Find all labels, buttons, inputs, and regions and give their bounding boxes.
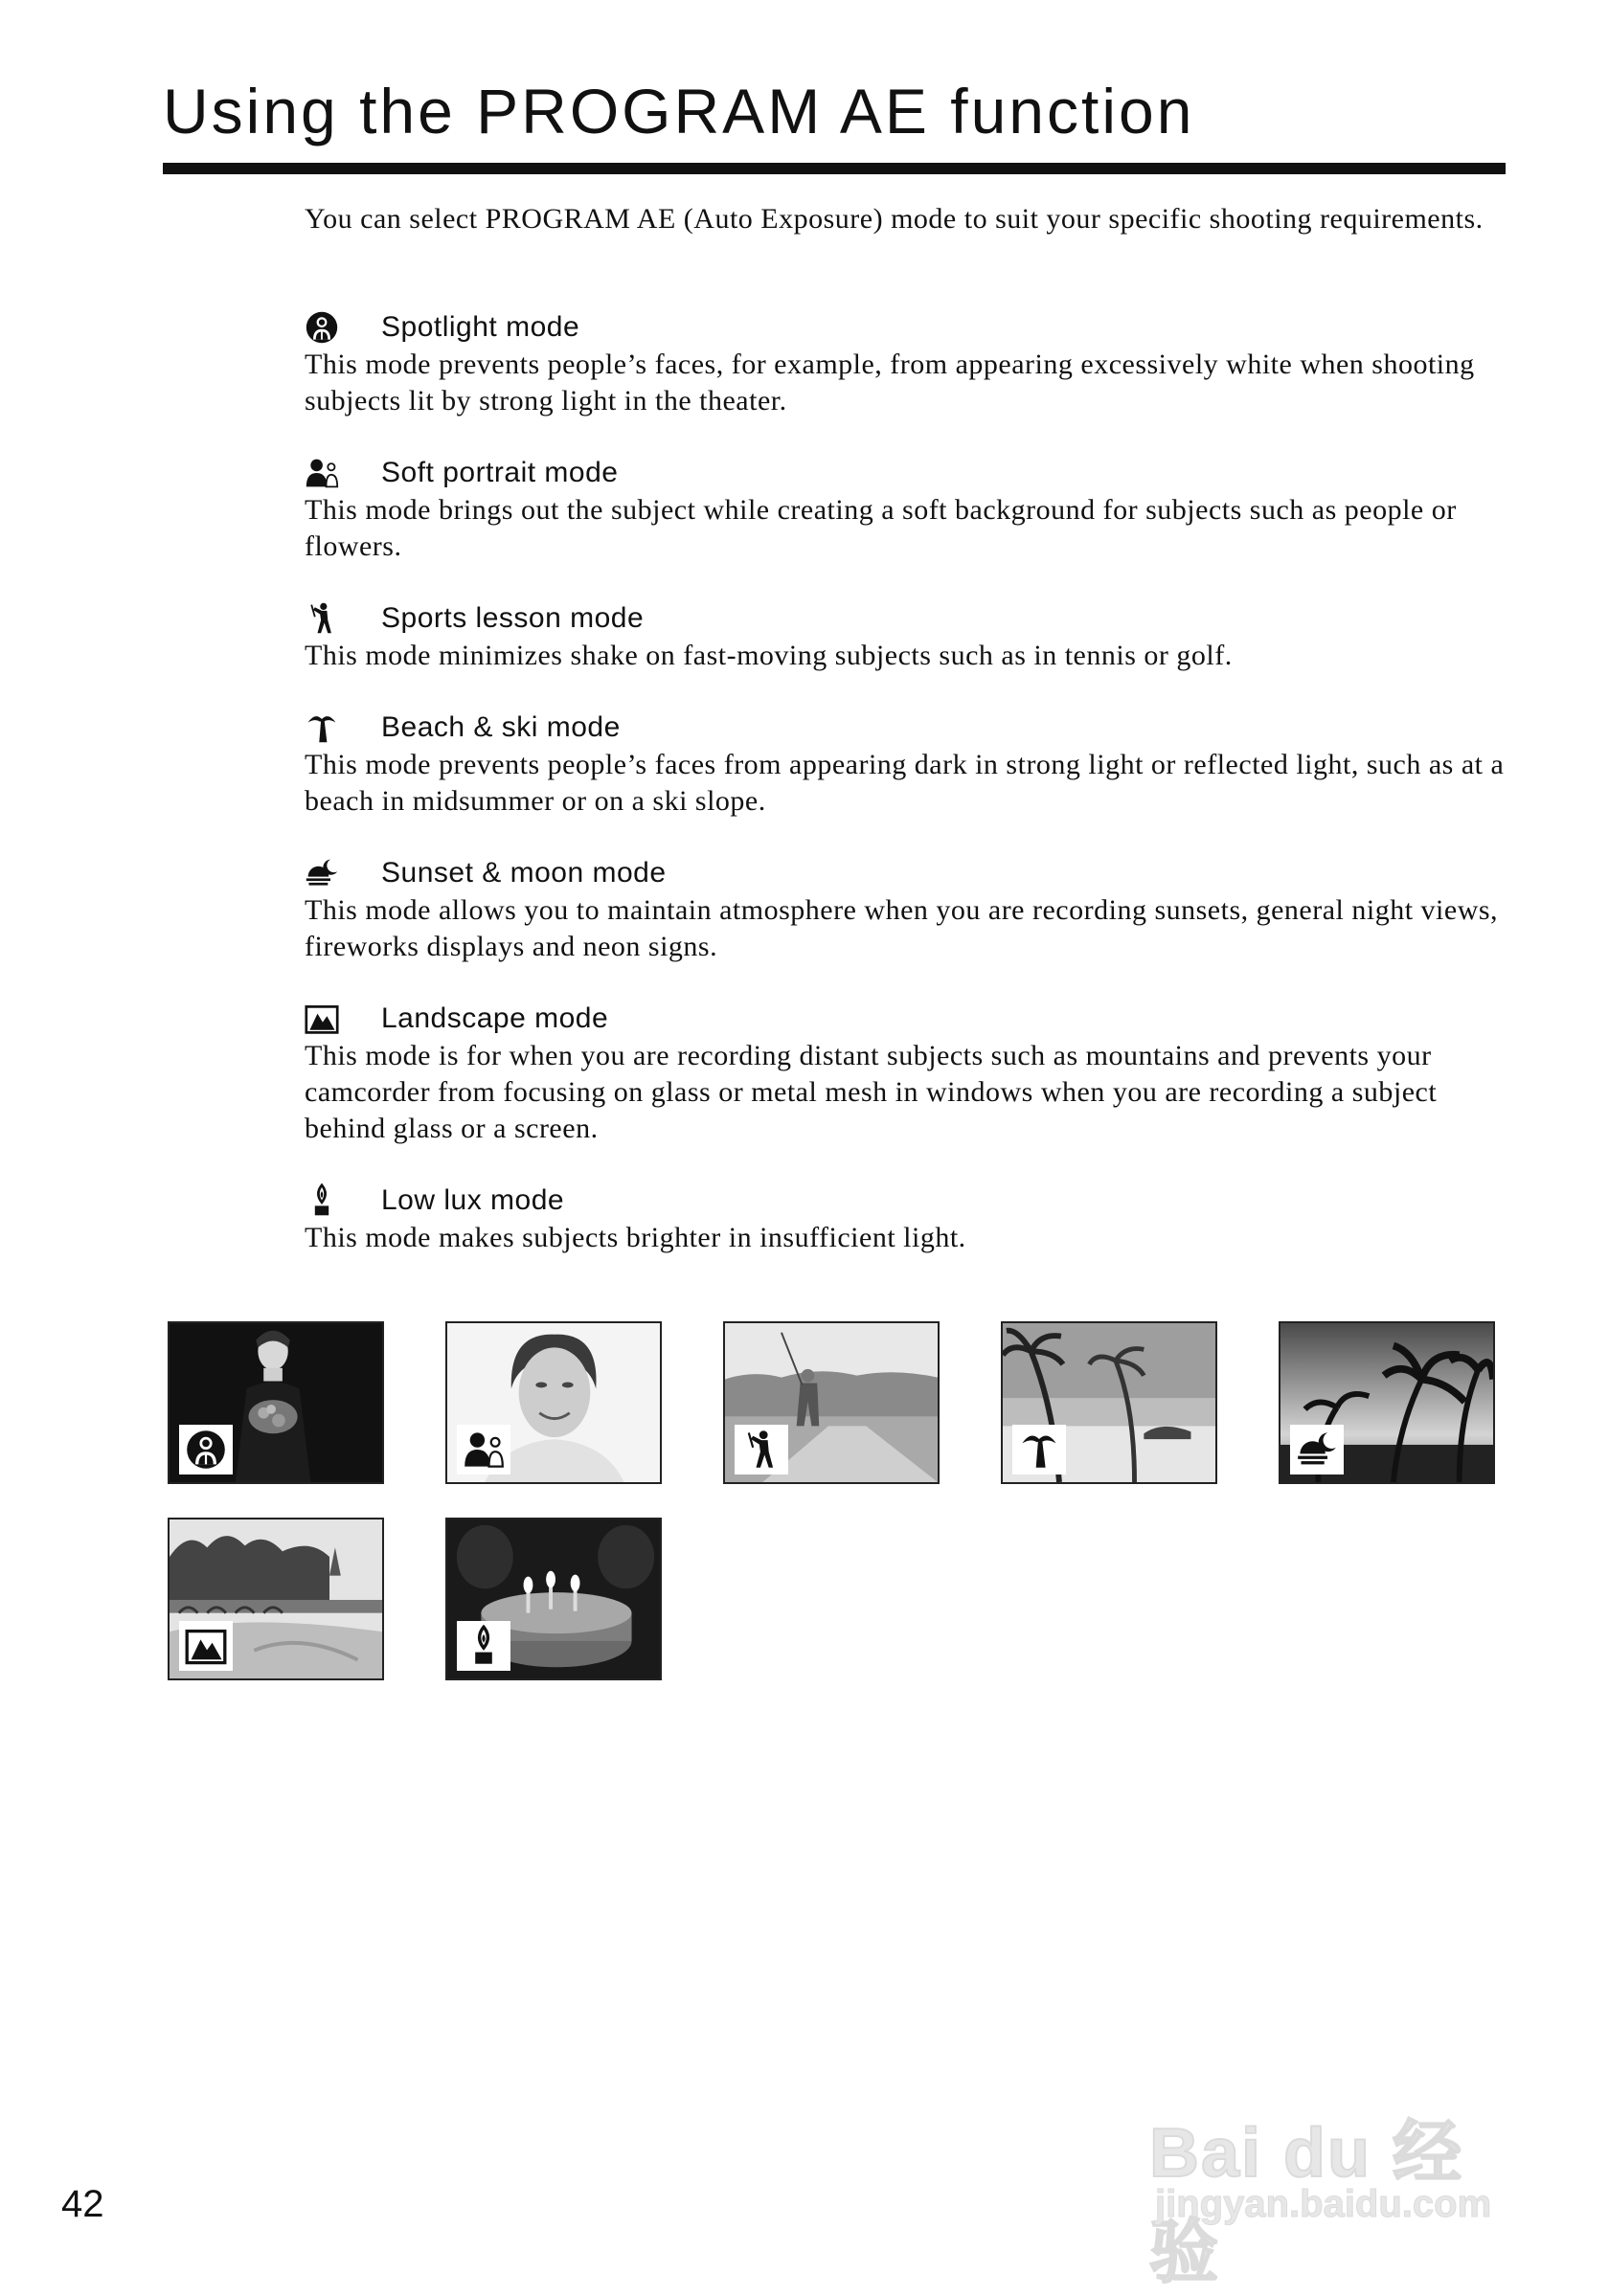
spotlight-icon	[185, 1429, 227, 1471]
page-title: Using the PROGRAM AE function	[163, 76, 1195, 146]
mode-item-beach-ski	[305, 709, 1513, 820]
mode-title: Beach & ski mode	[381, 711, 621, 743]
mode-description: This mode minimizes shake on fast-moving subjects such as in tennis or golf.	[305, 640, 1233, 671]
mode-title: Soft portrait mode	[381, 457, 619, 488]
mode-item-sunset-moon	[305, 854, 1513, 965]
beach-ski-badge	[1012, 1425, 1066, 1474]
sports-lesson-icon	[305, 601, 343, 636]
watermark-main: Bai du 经验	[1149, 2115, 1464, 2291]
mode-description: This mode makes subjects brighter in insufficient light.	[305, 1222, 966, 1253]
beach-ski-photo	[1001, 1321, 1217, 1484]
soft-portrait-icon	[305, 456, 343, 490]
landscape-icon	[305, 1002, 343, 1036]
mode-title: Low lux mode	[381, 1184, 565, 1216]
mode-item-spotlight	[305, 308, 1513, 419]
spotlight-icon	[305, 310, 343, 345]
beach-ski-icon	[1018, 1429, 1060, 1471]
watermark-sub: jingyan.baidu.com	[1155, 2183, 1492, 2225]
beach-ski-icon	[305, 710, 343, 745]
sunset-moon-photo	[1279, 1321, 1495, 1484]
landscape-icon	[185, 1625, 227, 1667]
low-lux-photo	[445, 1518, 662, 1680]
mode-item-sports-lesson	[305, 599, 1513, 674]
mode-item-landscape	[305, 1000, 1513, 1147]
landscape-photo	[168, 1518, 384, 1680]
soft-portrait-icon	[463, 1429, 505, 1471]
baidu-watermark	[1140, 2059, 1532, 2291]
low-lux-badge	[457, 1621, 510, 1671]
mode-description: This mode prevents people’s faces from appearing dark in strong light or reflected light, such as at a beach in midsummer or on a ski slope.	[305, 749, 1505, 817]
sports-lesson-photo	[723, 1321, 940, 1484]
mode-description: This mode is for when you are recording distant subjects such as mountains and prevents your camcorder from focusing on glass or metal mesh in windows when you are recording a subject behind glass or a screen.	[305, 1040, 1438, 1144]
sports-lesson-badge	[735, 1425, 788, 1474]
mode-description: This mode allows you to maintain atmosphere when you are recording sunsets, general night views, fireworks displays and neon signs.	[305, 894, 1499, 962]
mode-title: Landscape mode	[381, 1002, 609, 1034]
page-number: 42	[61, 2183, 104, 2225]
mode-description: This mode brings out the subject while creating a soft background for subjects such as people or flowers.	[305, 494, 1457, 562]
mode-title: Sports lesson mode	[381, 602, 645, 634]
sunset-moon-icon	[305, 856, 343, 890]
sports-lesson-icon	[740, 1429, 782, 1471]
spotlight-photo	[168, 1321, 384, 1484]
mode-list	[305, 308, 1513, 1291]
low-lux-icon	[305, 1183, 343, 1218]
mode-description: This mode prevents people’s faces, for example, from appearing excessively white when shooting subjects lit by strong light in the theater.	[305, 349, 1475, 416]
low-lux-icon	[463, 1625, 505, 1667]
soft-portrait-photo	[445, 1321, 662, 1484]
spotlight-badge	[179, 1425, 233, 1474]
mode-item-soft-portrait	[305, 454, 1513, 565]
mode-title: Sunset & moon mode	[381, 857, 667, 889]
soft-portrait-badge	[457, 1425, 510, 1474]
sunset-moon-icon	[1296, 1429, 1338, 1471]
intro-text: You can select PROGRAM AE (Auto Exposure) mode to suit your specific shooting requirements.	[305, 203, 1484, 235]
mode-item-low-lux	[305, 1182, 1513, 1256]
sunset-moon-badge	[1290, 1425, 1344, 1474]
title-rule	[163, 163, 1506, 174]
mode-title: Spotlight mode	[381, 311, 580, 343]
landscape-badge	[179, 1621, 233, 1671]
